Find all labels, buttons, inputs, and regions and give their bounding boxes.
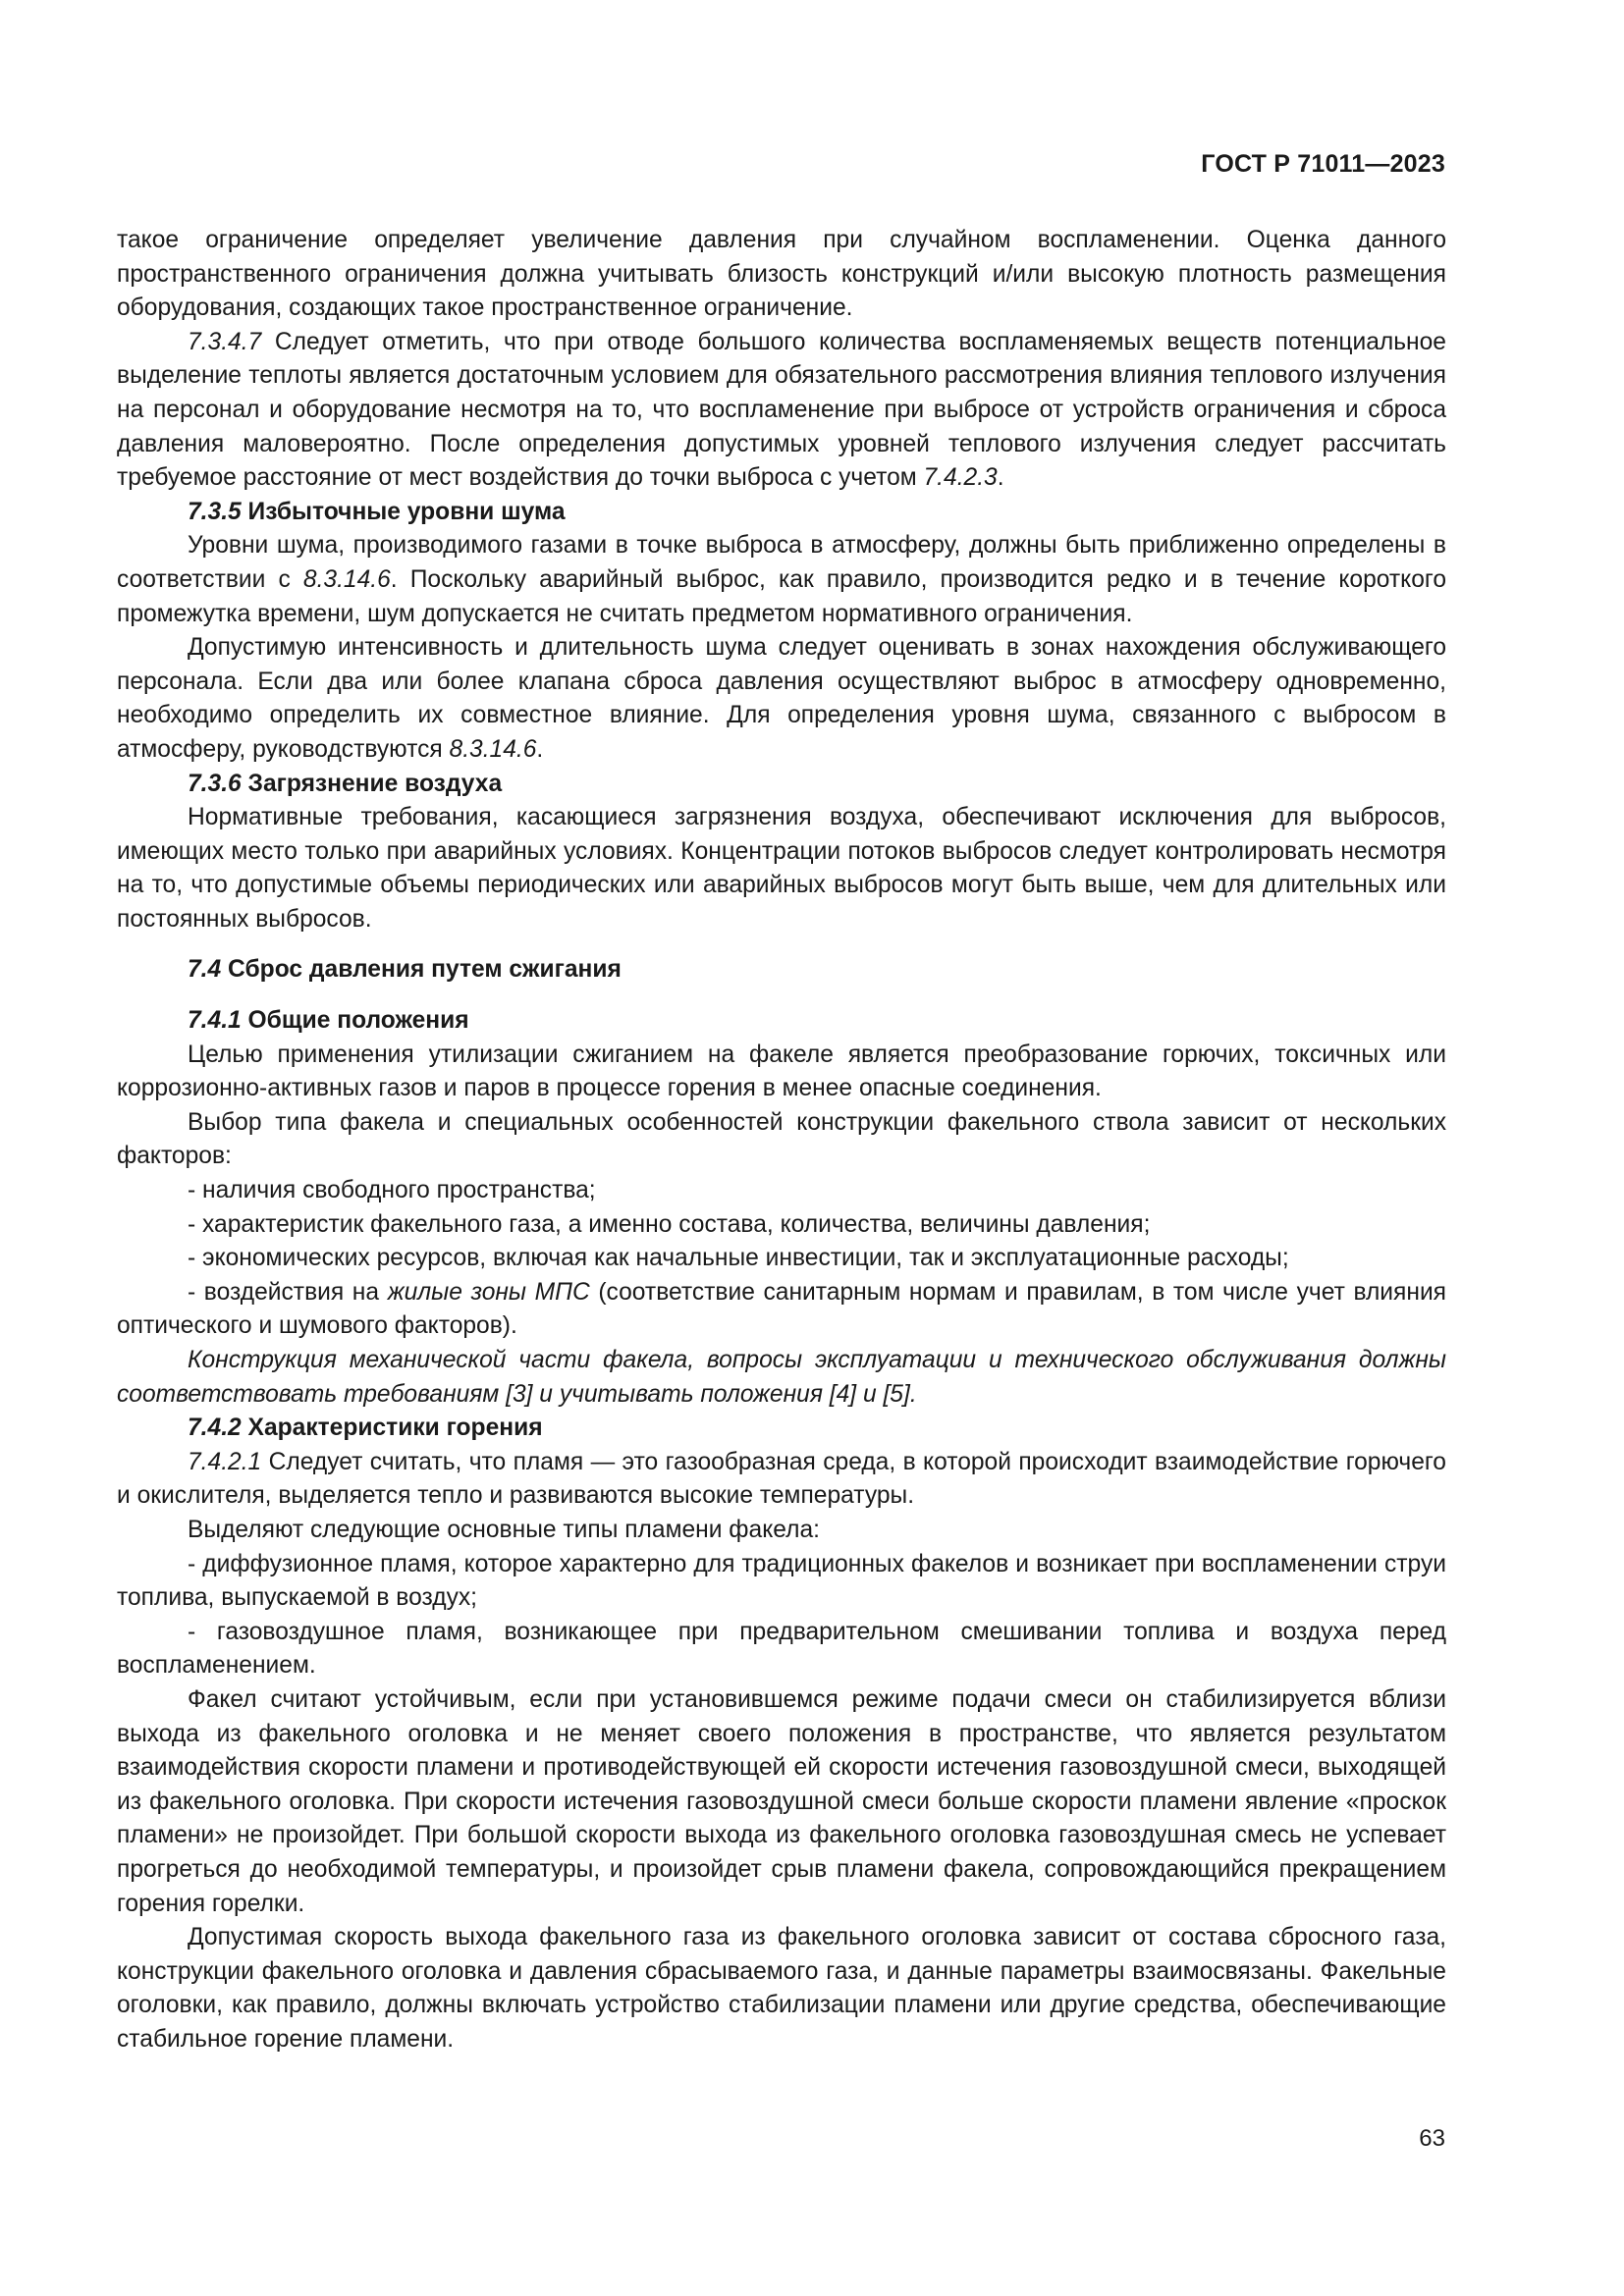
section-title: Сброс давления путем сжигания — [228, 956, 622, 984]
section-title: Избыточные уровни шума — [247, 498, 566, 525]
cross-reference: 7.4.2.3 — [923, 464, 998, 492]
paragraph: Допустимая скорость выхода факельного газа из факельного оголовка зависит от состава сбросного газа, конструкции факельного оголовка и давления сбрасываемого газа, и данные параметры взаимосвязаны. Факельные оголовки, как правило, должны включать устройство стабилизации пламени или другие средства, обеспечивающие стабильное горение пламени. — [117, 1924, 1446, 2053]
paragraph-text: Следует отметить, что при отводе большого количества воспламеняемых веществ потенциальное выделение теплоты является достаточным условием для обязательного рассмотрения влияния теплового излучения на персонал и оборудование несмотря на то, что воспламенение при выбросе от устройств ограничения и сброса давления маловероятно. После определения допустимых уровней теплового излучения следует рассчитать требуемое расстояние от мест воздействия до точки выброса с учетом — [117, 328, 1446, 492]
cross-reference: 8.3.14.6 — [302, 565, 391, 593]
paragraph-text: . Поскольку аварийный выброс, как правило, производится редко и в течение короткого промежутка времени, шум допускается не считать предметом нормативного ограничения. — [117, 565, 1447, 627]
paragraph — [117, 631, 1446, 767]
list-item: - диффузионное пламя, которое характерно для традиционных факелов и возникает при воспламенении струи топлива, выпускаемой в воздух; — [117, 1550, 1446, 1612]
section-heading-7-4-1 — [117, 1004, 1446, 1039]
list-item-text: (соответствие санитарным нормам и правилам, в том числе учет влияния оптического и шумового факторов). — [117, 1278, 1446, 1340]
list-item: - наличия свободного пространства; — [188, 1177, 596, 1204]
clause-number: 7.4.2.1 — [188, 1448, 262, 1475]
cross-reference: 8.3.14.6 — [449, 735, 537, 763]
paragraph: такое ограничение определяет увеличение давления при случайном воспламенении. Оценка данного пространственного ограничения должна учитывать близость конструкций и/или высокую плотность размещения оборудования, создающих такое пространственное ограничение. — [117, 227, 1446, 322]
paragraph-text: Уровни шума, производимого газами в точке выброса в атмосферу, должны быть приближенно определены в соответствии с — [117, 532, 1446, 593]
list-item: - экономических ресурсов, включая как начальные инвестиции, так и эксплуатационные расходы; — [188, 1245, 1289, 1272]
italic-note: Конструкция механической части факела, вопросы эксплуатации и технического обслуживания должны соответствовать требованиям [3] и учитывать положения [4] и [5]. — [117, 1347, 1446, 1408]
document-code: ГОСТ Р 71011—2023 — [1201, 150, 1445, 178]
list-item-text: - воздействия на — [188, 1278, 388, 1306]
section-number: 7.4.1 — [188, 1007, 242, 1035]
list-item — [117, 1276, 1446, 1344]
list-item: - газовоздушное пламя, возникающее при предварительном смешивании топлива и воздуха перед воспламенением. — [117, 1618, 1446, 1680]
clause-number: 7.3.4.7 — [188, 328, 262, 355]
section-number: 7.4 — [188, 956, 222, 984]
paragraph: Нормативные требования, касающиеся загрязнения воздуха, обеспечивают исключения для выбросов, имеющих место только при аварийных условиях. Концентрации потоков выбросов следует контролировать несмотря на то, что допустимые объемы периодических или аварийных выбросов могут быть выше, чем для длительных или постоянных выбросов. — [117, 804, 1446, 933]
section-heading-7-3-5 — [117, 496, 1446, 530]
section-title: Характеристики горения — [247, 1415, 543, 1442]
section-title: Общие положения — [247, 1007, 469, 1035]
paragraph: Выбор типа факела и специальных особенностей конструкции факельного ствола зависит от нескольких факторов: — [117, 1108, 1446, 1170]
section-number: 7.4.2 — [188, 1415, 242, 1442]
list-item: - характеристик факельного газа, а именно состава, количества, величины давления; — [188, 1210, 1151, 1238]
punctuation: . — [536, 735, 544, 763]
section-number: 7.3.6 — [188, 770, 242, 797]
document-body — [117, 224, 1446, 2056]
section-heading-7-3-6 — [117, 768, 1446, 802]
punctuation: . — [997, 464, 1004, 492]
emphasis: жилые зоны МПС — [387, 1278, 590, 1306]
clause-7-4-2-1 — [117, 1446, 1446, 1514]
paragraph: Целью применения утилизации сжиганием на факеле является преобразование горючих, токсичных или коррозионно-активных газов и паров в процессе горения в менее опасные соединения. — [117, 1041, 1446, 1102]
paragraph-text: Допустимую интенсивность и длительность шума следует оценивать в зонах нахождения обслуживающего персонала. Если два или более клапана сброса давления осуществляют выброс в атмосферу одновременно, необходимо определить их совместное влияние. Для определения уровня шума, связанного с выбросом в атмосферу, руководствуются — [117, 634, 1446, 763]
clause-7-3-4-7 — [117, 326, 1446, 496]
paragraph-text: Следует считать, что пламя — это газообразная среда, в которой происходит взаимодействие горючего и окислителя, выделяется тепло и развиваются высокие температуры. — [117, 1448, 1446, 1510]
section-heading-7-4 — [117, 953, 1446, 988]
paragraph: Факел считают устойчивым, если при установившемся режиме подачи смеси он стабилизируется вблизи выхода из факельного оголовка и не меняет своего положения в пространстве, что является результатом взаимодействия скорости пламени и противодействующей ей скорости истечения газовоздушной смеси, выходящей из факельного оголовка. При скорости истечения газовоздушной смеси больше скорости пламени явление «проскок пламени» не произойдет. При большой скорости выхода из факельного оголовка газовоздушная смесь не успевает прогреться до необходимой температуры, и произойдет срыв пламени факела, сопровождающийся прекращением горения горелки. — [117, 1685, 1446, 1917]
section-title: Загрязнение воздуха — [247, 770, 503, 797]
section-number: 7.3.5 — [188, 498, 242, 525]
paragraph — [117, 529, 1446, 631]
page-number: 63 — [1419, 2125, 1445, 2152]
paragraph: Выделяют следующие основные типы пламени факела: — [188, 1516, 820, 1543]
section-heading-7-4-2 — [117, 1412, 1446, 1446]
